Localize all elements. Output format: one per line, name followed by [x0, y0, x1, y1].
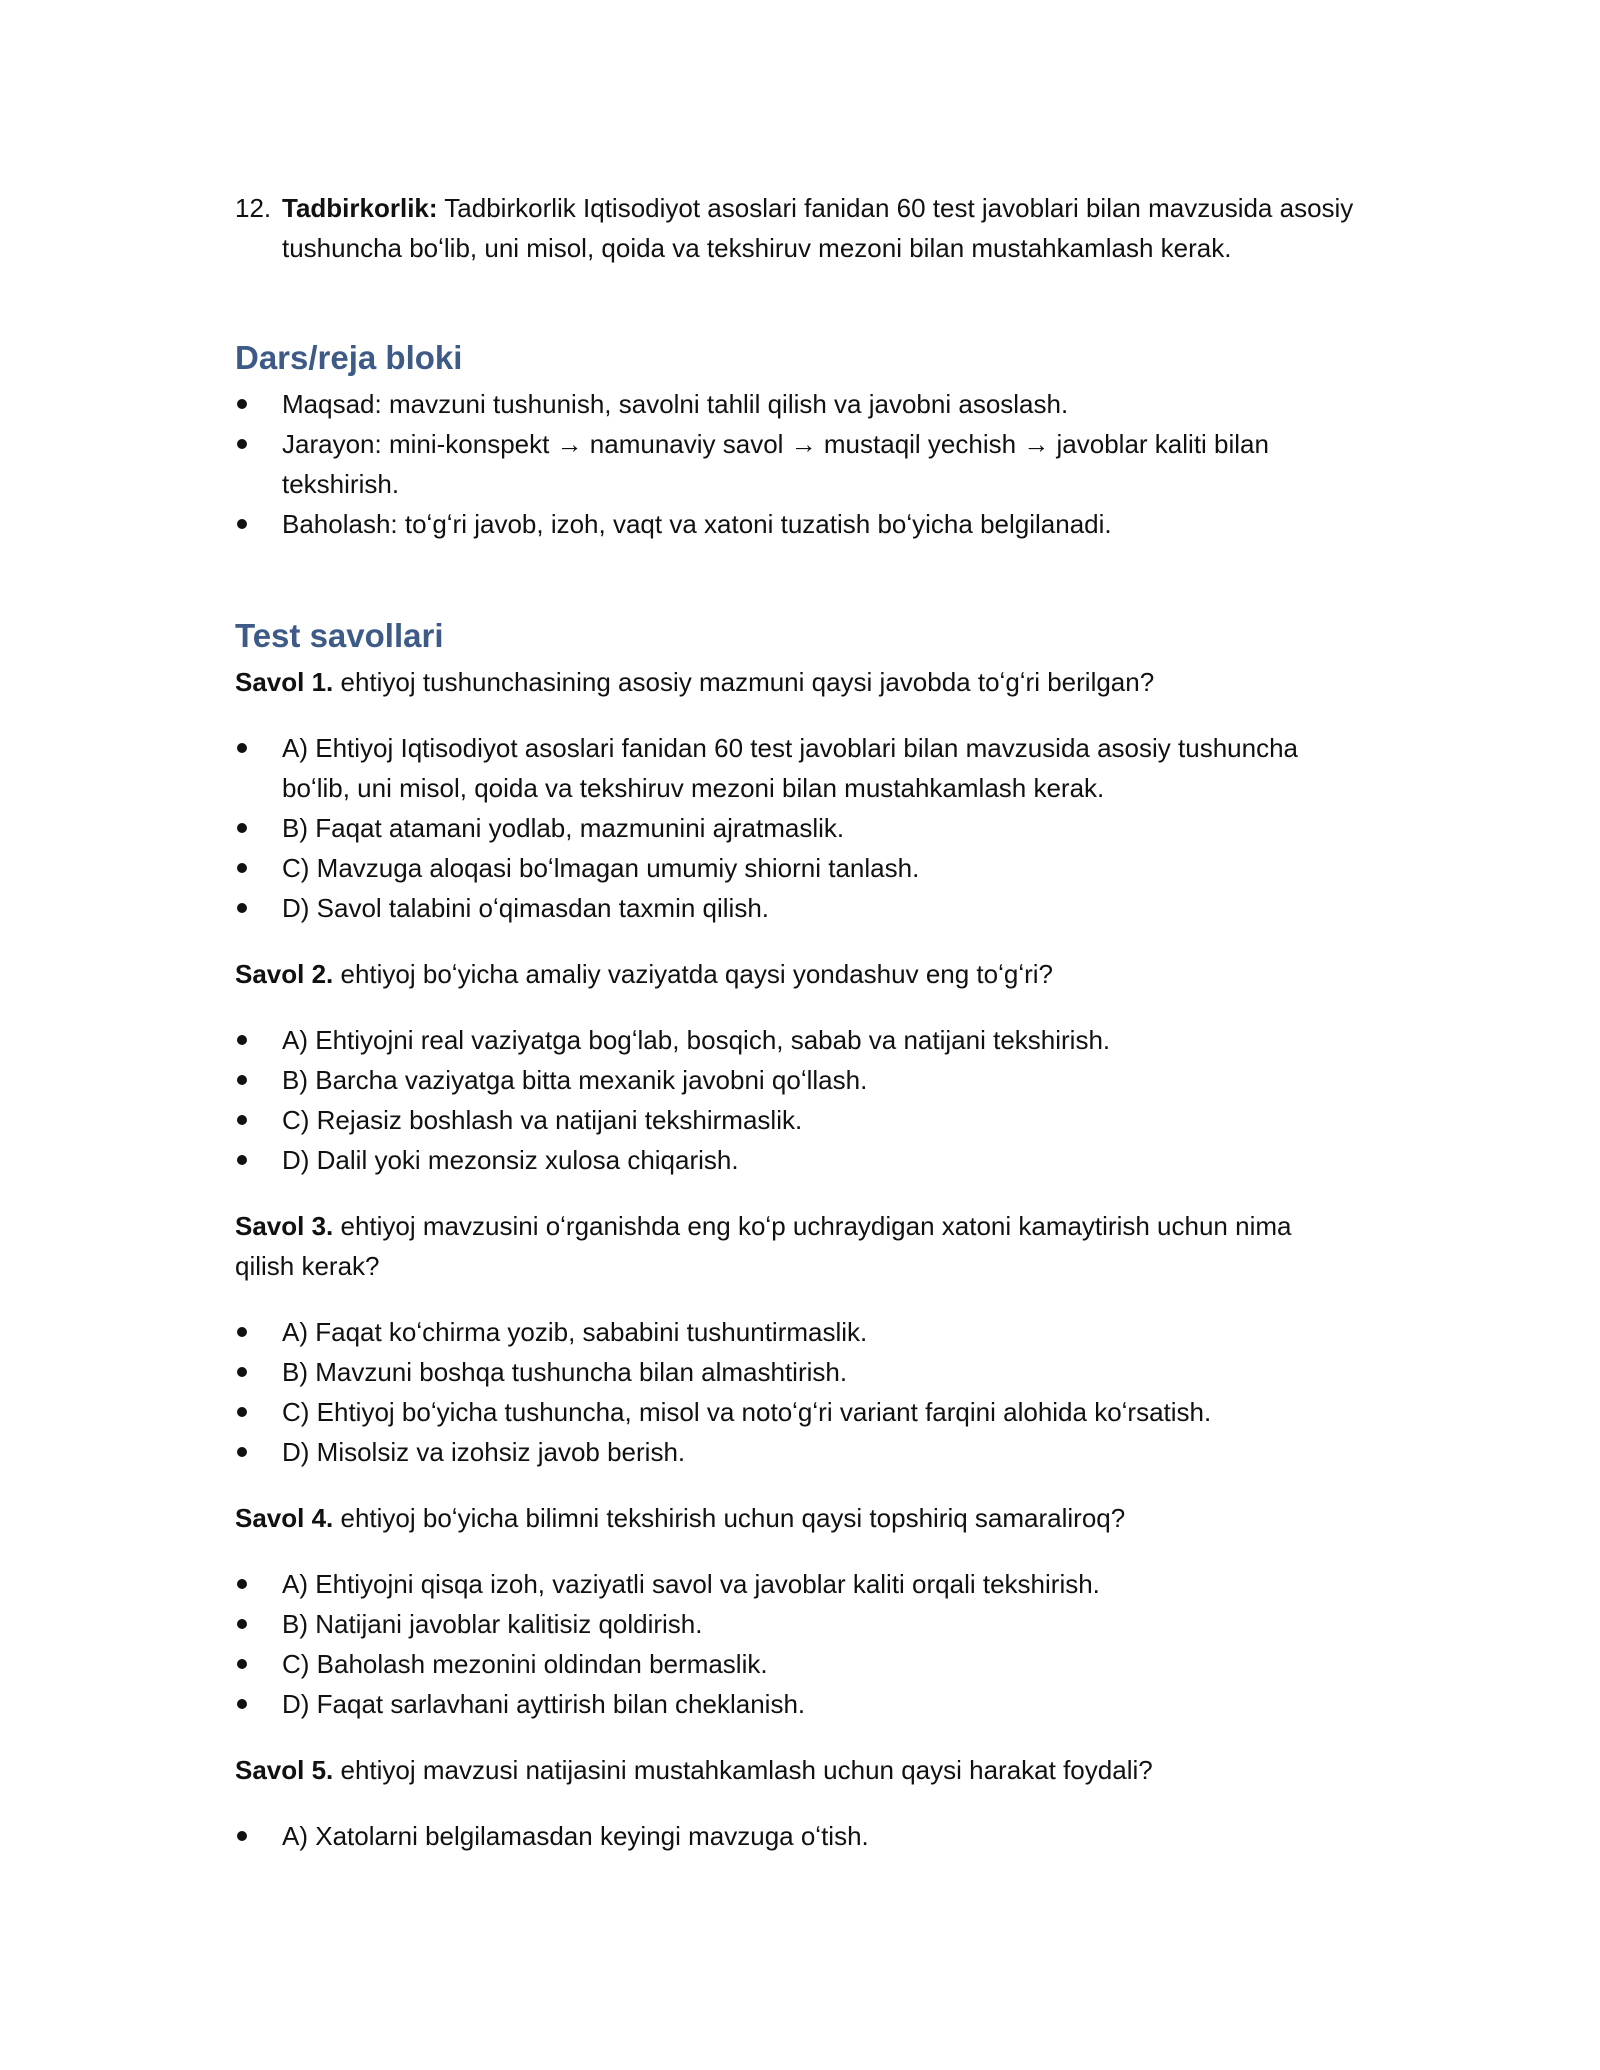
tests-heading: Test savollari [235, 617, 444, 654]
answer-option-text: C) Mavzuga aloqasi boʻlmagan umumiy shiorni tanlash. [282, 853, 920, 883]
bullet-icon [237, 863, 247, 873]
bullet-icon [237, 1075, 247, 1085]
answer-option [235, 1392, 1355, 1432]
answer-option [235, 888, 1355, 928]
answer-option [235, 1352, 1355, 1392]
question-4 [235, 1498, 1355, 1538]
answer-option [235, 848, 1355, 888]
list-item [235, 424, 1355, 504]
answer-option-text: D) Faqat sarlavhani ayttirish bilan cheklanish. [282, 1689, 806, 1719]
question-text: ehtiyoj mavzusini oʻrganishda eng koʻp uchraydigan xatoni kamaytirish uchun nima qilish kerak? [235, 1211, 1292, 1281]
question-label: Savol 5. [235, 1755, 334, 1785]
question-label: Savol 2. [235, 959, 334, 989]
answer-option [235, 1432, 1355, 1472]
bullet-icon [237, 1115, 247, 1125]
question-5 [235, 1750, 1355, 1790]
bullet-icon [237, 743, 247, 753]
list-item [235, 504, 1355, 544]
question-label: Savol 4. [235, 1503, 334, 1533]
answer-option-text: D) Dalil yoki mezonsiz xulosa chiqarish. [282, 1145, 739, 1175]
bullet-icon [237, 1367, 247, 1377]
list-item [235, 384, 1355, 424]
answer-option [235, 1312, 1355, 1352]
answer-option-text: A) Ehtiyojni real vaziyatga bogʻlab, bosqich, sabab va natijani tekshirish. [282, 1025, 1111, 1055]
question-3-options [235, 1312, 1355, 1472]
answer-option-text: D) Misolsiz va izohsiz javob berish. [282, 1437, 686, 1467]
answer-option-text: B) Barcha vaziyatga bitta mexanik javobni qoʻllash. [282, 1065, 868, 1095]
answer-option [235, 1604, 1355, 1644]
question-3 [235, 1206, 1355, 1286]
bullet-icon [237, 1155, 247, 1165]
answer-option-text: C) Rejasiz boshlash va natijani tekshirmaslik. [282, 1105, 803, 1135]
answer-option [235, 1644, 1355, 1684]
item-text: Tadbirkorlik Iqtisodiyot asoslari fanidan 60 test javoblari bilan mavzusida asosiy tushuncha boʻlib, uni misol, qoida va tekshiruv mezoni bilan mustahkamlash kerak. [282, 193, 1354, 263]
bullet-icon [237, 1619, 247, 1629]
list-item-text: Maqsad: mavzuni tushunish, savolni tahlil qilish va javobni asoslash. [282, 389, 1069, 419]
question-text: ehtiyoj mavzusi natijasini mustahkamlash uchun qaysi harakat foydali? [333, 1755, 1153, 1785]
question-text: ehtiyoj boʻyicha bilimni tekshirish uchun qaysi topshiriq samaraliroq? [333, 1503, 1126, 1533]
question-1 [235, 662, 1355, 702]
bullet-icon [237, 1407, 247, 1417]
item-number: 12. [235, 193, 272, 223]
answer-option-text: A) Ehtiyoj Iqtisodiyot asoslari fanidan 60 test javoblari bilan mavzusida asosiy tushuncha boʻlib, uni misol, qoida va tekshiruv mezoni bilan mustahkamlash kerak. [282, 733, 1298, 803]
answer-option-text: A) Ehtiyojni qisqa izoh, vaziyatli savol va javoblar kaliti orqali tekshirish. [282, 1569, 1100, 1599]
answer-option-text: C) Ehtiyoj boʻyicha tushuncha, misol va notoʻgʻri variant farqini alohida koʻrsatish. [282, 1397, 1212, 1427]
question-4-options [235, 1564, 1355, 1724]
lesson-block-heading: Dars/reja bloki [235, 339, 463, 376]
answer-option [235, 1100, 1355, 1140]
list-item-text: Jarayon: mini-konspekt → namunaviy savol → mustaqil yechish → javoblar kaliti bilan tekshirish. [282, 429, 1269, 499]
document-content [235, 188, 1355, 1856]
answer-option-text: A) Xatolarni belgilamasdan keyingi mavzuga oʻtish. [282, 1821, 869, 1851]
bullet-icon [237, 823, 247, 833]
bullet-icon [237, 1035, 247, 1045]
answer-option-text: B) Faqat atamani yodlab, mazmunini ajratmaslik. [282, 813, 845, 843]
lesson-block-list [235, 384, 1355, 544]
answer-option [235, 1020, 1355, 1060]
answer-option-text: A) Faqat koʻchirma yozib, sababini tushuntirmaslik. [282, 1317, 868, 1347]
answer-option-text: C) Baholash mezonini oldindan bermaslik. [282, 1649, 768, 1679]
answer-option [235, 728, 1355, 808]
question-1-options [235, 728, 1355, 928]
answer-option [235, 1564, 1355, 1604]
bullet-icon [237, 519, 247, 529]
bullet-icon [237, 1699, 247, 1709]
answer-option [235, 1816, 1355, 1856]
bullet-icon [237, 903, 247, 913]
bullet-icon [237, 399, 247, 409]
answer-option [235, 1060, 1355, 1100]
item-body [282, 188, 1355, 268]
bullet-icon [237, 1327, 247, 1337]
question-2 [235, 954, 1355, 994]
answer-option [235, 1684, 1355, 1724]
numbered-item-12 [235, 188, 1355, 268]
answer-option-text: B) Mavzuni boshqa tushuncha bilan almashtirish. [282, 1357, 848, 1387]
bullet-icon [237, 1447, 247, 1457]
bullet-icon [237, 439, 247, 449]
answer-option-text: B) Natijani javoblar kalitisiz qoldirish. [282, 1609, 703, 1639]
question-label: Savol 1. [235, 667, 334, 697]
answer-option [235, 808, 1355, 848]
list-item-text: Baholash: toʻgʻri javob, izoh, vaqt va xatoni tuzatish boʻyicha belgilanadi. [282, 509, 1112, 539]
item-bold-label: Tadbirkorlik: [282, 193, 438, 223]
question-2-options [235, 1020, 1355, 1180]
question-text: ehtiyoj tushunchasining asosiy mazmuni qaysi javobda toʻgʻri berilgan? [333, 667, 1155, 697]
question-5-options [235, 1816, 1355, 1856]
answer-option-text: D) Savol talabini oʻqimasdan taxmin qilish. [282, 893, 770, 923]
bullet-icon [237, 1579, 247, 1589]
question-label: Savol 3. [235, 1211, 334, 1241]
answer-option [235, 1140, 1355, 1180]
bullet-icon [237, 1659, 247, 1669]
question-text: ehtiyoj boʻyicha amaliy vaziyatda qaysi yondashuv eng toʻgʻri? [333, 959, 1054, 989]
bullet-icon [237, 1831, 247, 1841]
